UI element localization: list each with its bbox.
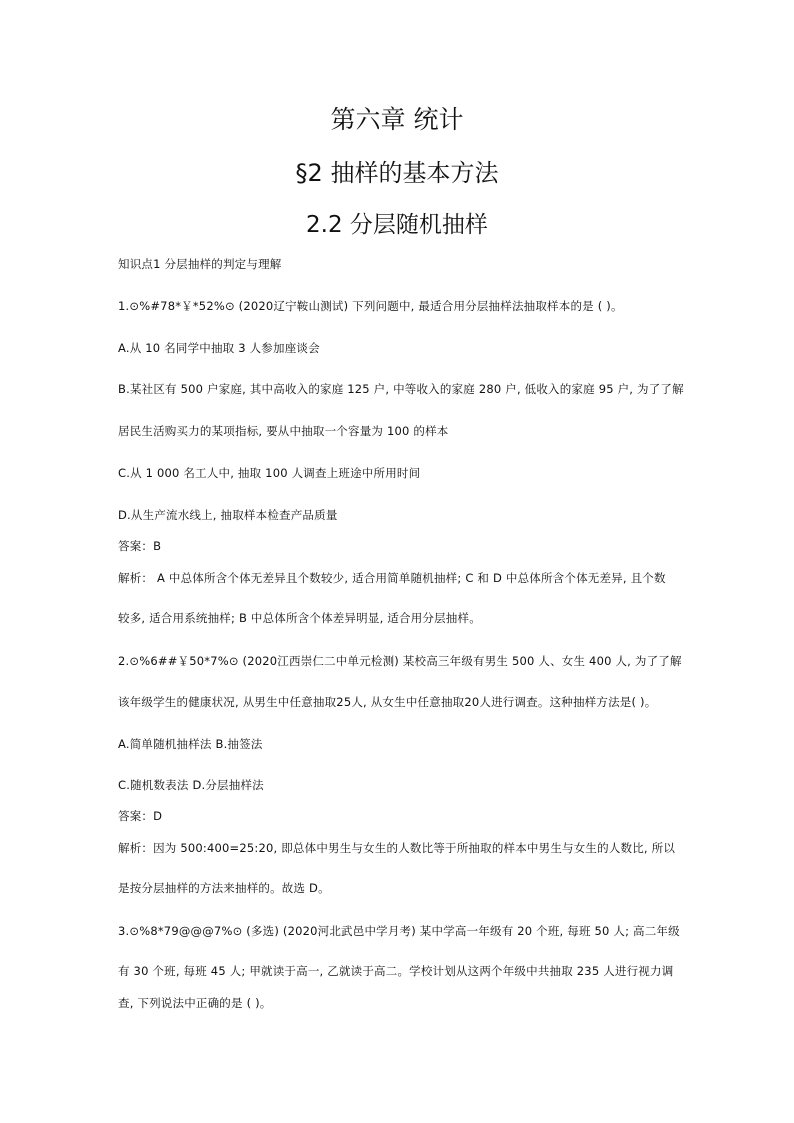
question-2-stem-cont: 该年级学生的健康状况, 从男生中任意抽取25人, 从女生中任意抽取20人进行调查。这种抽样方法是( )。: [118, 695, 657, 709]
question-1-analysis: 解析： A 中总体所含个体无差异且个数较少, 适合用简单随机抽样; C 和 D 中总体所含个体无差异, 且个数: [118, 571, 666, 585]
knowledge-point-heading: 知识点1 分层抽样的判定与理解: [118, 257, 282, 271]
question-3-stem-end: 查, 下列说法中正确的是 ( )。: [118, 996, 272, 1010]
chapter-title: 第六章 统计: [330, 105, 464, 134]
question-2-analysis-cont: 是按分层抽样的方法来抽样的。故选 D。: [118, 881, 330, 895]
question-3-stem-cont: 有 30 个班, 每班 45 人; 甲就读于高一, 乙就读于高二。学校计划从这两个年级中共抽取 235 人进行视力调: [118, 964, 674, 978]
question-2-analysis: 解析：因为 500:400=25:20, 即总体中男生与女生的人数比等于所抽取的样本中男生与女生的人数比, 所以: [118, 841, 676, 855]
question-1-analysis-cont: 较多, 适合用系统抽样; B 中总体所含个体差异明显, 适合用分层抽样。: [118, 611, 481, 625]
question-1-option-a: A.从 10 名同学中抽取 3 人参加座谈会: [118, 341, 320, 355]
question-3-stem: 3.⊙%8*79@@@7%⊙ (多选) (2020河北武邑中学月考) 某中学高一年级有 20 个班, 每班 50 人; 高二年级: [118, 924, 680, 938]
question-2-options-ab: A.简单随机抽样法 B.抽签法: [118, 737, 263, 751]
question-2-stem: 2.⊙%6##￥50*7%⊙ (2020江西崇仁二中单元检测) 某校高三年级有男生 500 人、女生 400 人, 为了了解: [118, 654, 682, 668]
question-1-option-d: D.从生产流水线上, 抽取样本检查产品质量: [118, 508, 338, 522]
question-2-options-cd: C.随机数表法 D.分层抽样法: [118, 778, 264, 792]
question-1-option-b-cont: 居民生活购买力的某项指标, 要从中抽取一个容量为 100 的样本: [118, 424, 449, 438]
question-1-answer: 答案：B: [118, 539, 162, 553]
question-1-option-b: B.某社区有 500 户家庭, 其中高收入的家庭 125 户, 中等收入的家庭 280 户, 低收入的家庭 95 户, 为了了解: [118, 382, 684, 396]
question-2-answer: 答案：D: [118, 809, 163, 823]
question-1-stem: 1.⊙%#78*￥*52%⊙ (2020辽宁鞍山测试) 下列问题中, 最适合用分层抽样法抽取样本的是 ( )。: [118, 299, 623, 313]
section-title: §2 抽样的基本方法: [295, 159, 499, 187]
question-1-option-c: C.从 1 000 名工人中, 抽取 100 人调查上班途中所用时间: [118, 466, 421, 480]
subsection-title: 2.2 分层随机抽样: [306, 212, 488, 238]
